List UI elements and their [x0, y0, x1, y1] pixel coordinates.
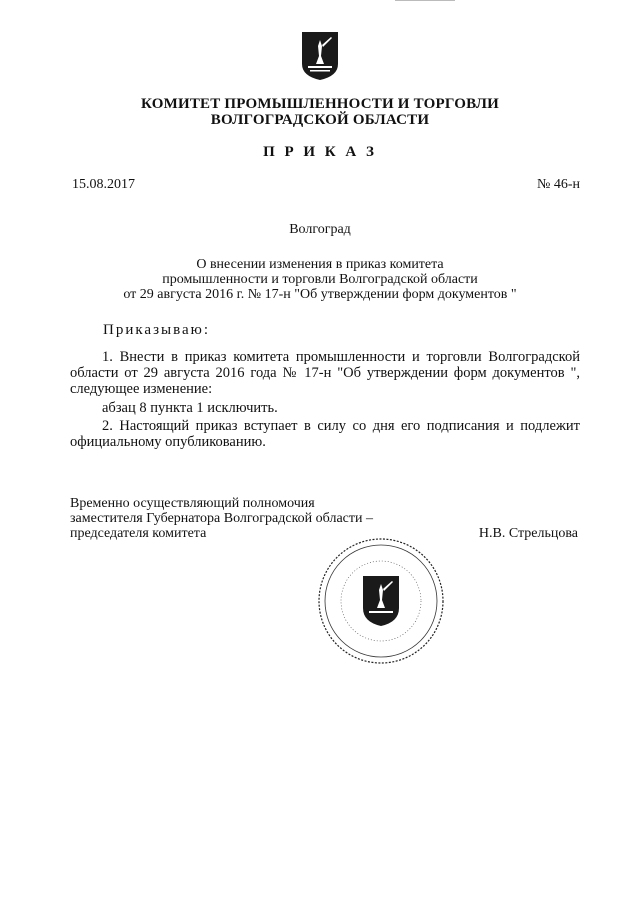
city: Волгоград [289, 222, 351, 237]
subject-line: промышленности и торговли Волгоградской области [162, 272, 478, 287]
volgograd-emblem-icon [300, 30, 340, 82]
decree-word: Приказываю: [103, 322, 210, 338]
signatory-title-line: заместителя Губернатора Волгоградской области – [70, 511, 373, 526]
signatory-name: Н.В. Стрельцова [478, 526, 578, 541]
official-seal-icon [316, 536, 446, 666]
paragraph-1-sub: абзац 8 пункта 1 исключить. [102, 400, 278, 416]
signatory-title-line: председателя комитета [70, 526, 207, 541]
signatory-title-line: Временно осуществляющий полномочия [70, 496, 315, 511]
paragraph-1: 1. Внести в приказ комитета промышленности и торговли Волгоградской области от 29 августа 2016 года № 17-н "Об утверждении форм документов ", следующее изменение: [70, 349, 580, 397]
scan-artifact [395, 0, 455, 1]
signatory-title [70, 496, 373, 541]
document-subject [0, 257, 640, 302]
document-date: 15.08.2017 [72, 177, 135, 192]
document-type: П Р И К А З [263, 144, 377, 160]
paragraph-2: 2. Настоящий приказ вступает в силу со дня его подписания и подлежит официальному опубликованию. [70, 418, 580, 450]
committee-name-line1: КОМИТЕТ ПРОМЫШЛЕННОСТИ И ТОРГОВЛИ [141, 96, 499, 112]
subject-line: от 29 августа 2016 г. № 17-н "Об утверждении форм документов " [123, 287, 517, 302]
subject-line: О внесении изменения в приказ комитета [196, 257, 444, 272]
committee-name-line2: ВОЛГОГРАДСКОЙ ОБЛАСТИ [210, 112, 430, 128]
document-number: № 46-н [536, 177, 580, 192]
